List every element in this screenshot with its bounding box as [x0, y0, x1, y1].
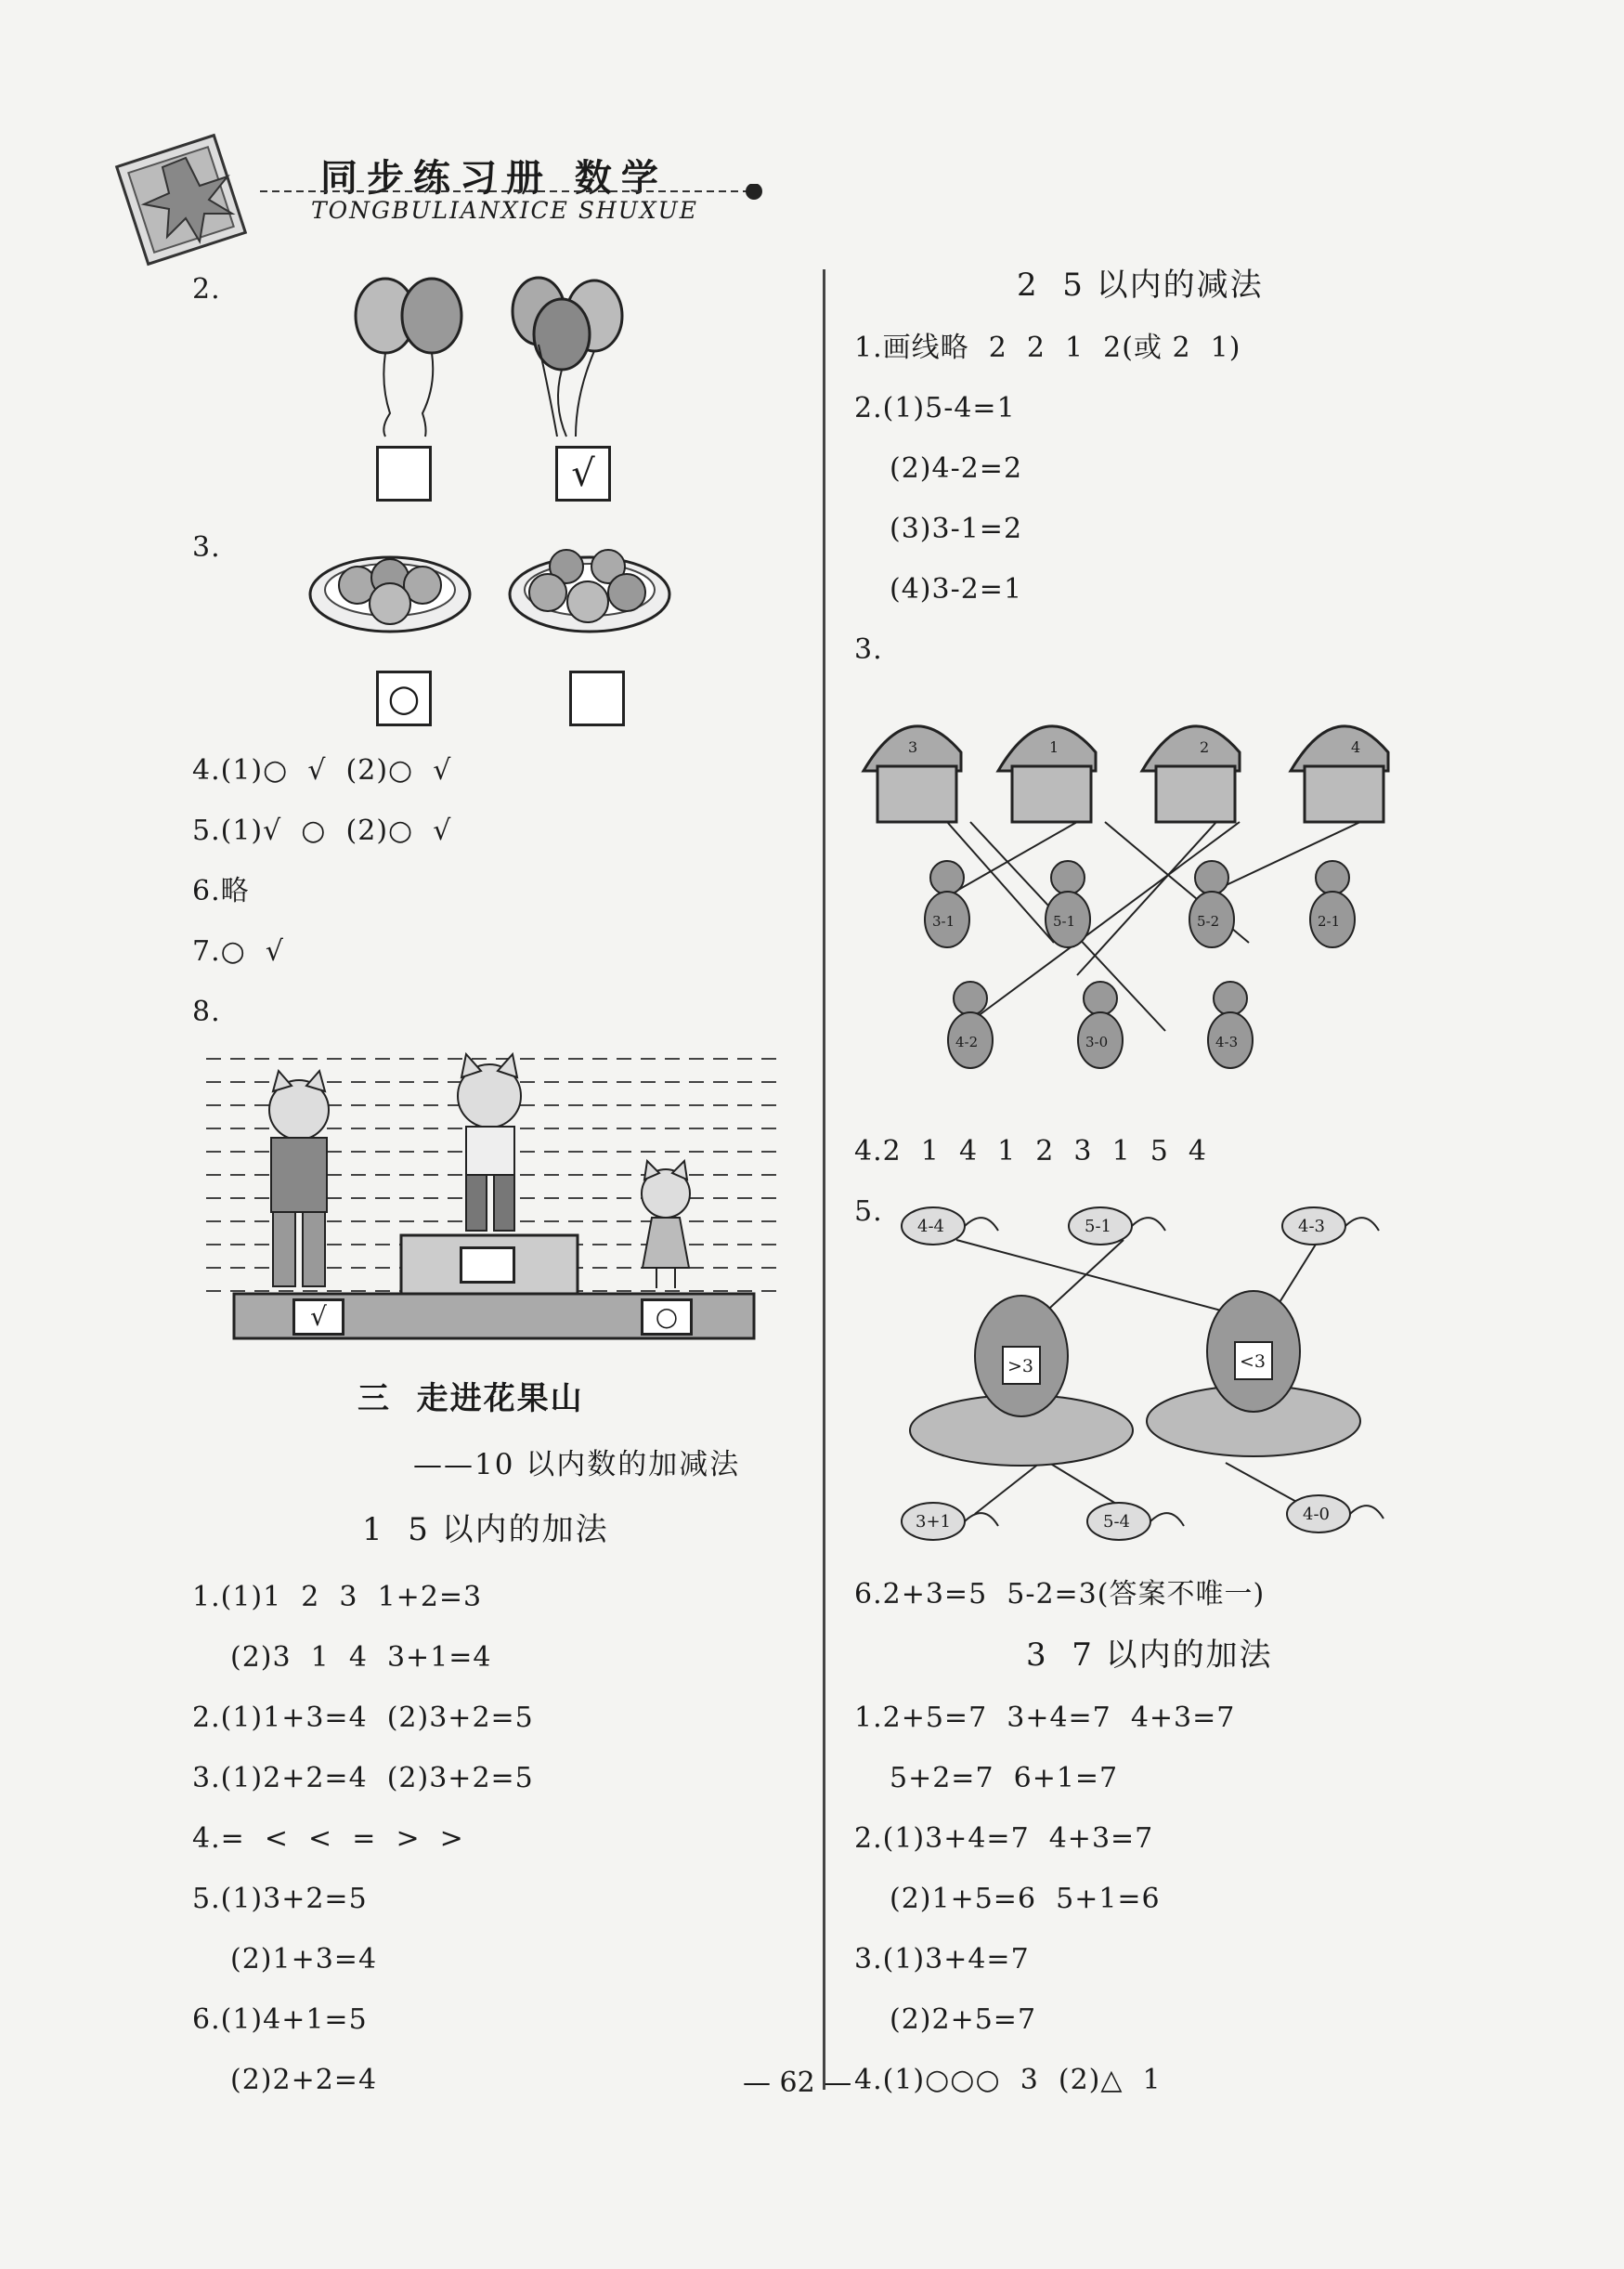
house-label-1: 3	[908, 738, 918, 756]
q2-answer-box-1	[376, 446, 432, 502]
tadpole-label-5: 5-4	[1103, 1512, 1130, 1532]
q3-answer-box-2	[569, 671, 625, 726]
frog-sign-left: >3	[1007, 1356, 1034, 1376]
bear-label-3: 5-2	[1197, 913, 1220, 930]
s1-line-3: 2.(1)1+3=4 (2)3+2=5	[192, 1702, 534, 1734]
tadpole-label-6: 4-0	[1303, 1505, 1330, 1524]
leaf-logo-icon	[111, 121, 279, 269]
s2-line-1: 1.画线略 2 2 1 2(或 2 1)	[854, 332, 1241, 364]
chapter-subtitle: ——10 以内数的加减法	[413, 1448, 741, 1481]
house-label-3: 2	[1200, 738, 1210, 756]
s3-line-4: (2)1+5=6 5+1=6	[890, 1883, 1161, 1915]
balloons-two-illustration	[344, 274, 474, 441]
column-divider	[823, 269, 825, 2090]
chapter-title: 三 走进花果山	[357, 1380, 584, 1417]
s2-q5-number: 5.	[854, 1195, 883, 1228]
s2-q4-line: 4.2 1 4 1 2 3 1 5 4	[854, 1135, 1207, 1167]
section1-title: 1 5 以内的加法	[362, 1511, 609, 1548]
s2-line-5: (4)3-2=1	[890, 573, 1023, 606]
s1-line-6: 5.(1)3+2=5	[192, 1883, 368, 1915]
house-label-4: 4	[1351, 738, 1361, 756]
s3-line-5: 3.(1)3+4=7	[854, 1943, 1030, 1976]
s1-line-7: (2)1+3=4	[230, 1943, 378, 1976]
q6-line: 6.略	[192, 875, 250, 907]
plate-of-apples-four-illustration	[306, 539, 474, 641]
bear-label-5: 4-2	[955, 1034, 979, 1050]
q2-number: 2.	[192, 273, 221, 306]
header-subtitle: TONGBULIANXICE SHUXUE	[311, 197, 698, 224]
header-rule	[260, 184, 780, 206]
balloons-three-illustration	[501, 274, 631, 441]
s3-line-7: 4.(1)○○○ 3 (2)△ 1	[854, 2064, 1162, 2096]
q8-answer-box-right: ○	[641, 1298, 693, 1336]
s1-line-4: 3.(1)2+2=4 (2)3+2=5	[192, 1762, 534, 1794]
s1-line-9: (2)2+2=4	[230, 2064, 378, 2096]
q7-line: 7.○ √	[192, 935, 284, 968]
s3-line-1: 1.2+5=7 3+4=7 4+3=7	[854, 1702, 1236, 1734]
section2-title: 2 5 以内的减法	[1017, 267, 1264, 304]
q8-answer-box-left: √	[292, 1298, 344, 1336]
q3-answer-box-1: ○	[376, 671, 432, 726]
tadpole-label-3: 4-3	[1298, 1217, 1325, 1236]
plate-of-apples-five-illustration	[506, 539, 673, 641]
tadpole-label-4: 3+1	[916, 1512, 951, 1532]
s3-line-2: 5+2=7 6+1=7	[890, 1762, 1119, 1794]
page-number: — 62 —	[743, 2067, 852, 2099]
tadpoles-frogs-matching-illustration	[891, 1198, 1411, 1560]
q5-line: 5.(1)√ ○ (2)○ √	[192, 815, 452, 847]
s2-line-2: 2.(1)5-4=1	[854, 392, 1016, 424]
s1-line-1: 1.(1)1 2 3 1+2=3	[192, 1581, 483, 1613]
bear-label-1: 3-1	[932, 913, 955, 930]
bear-label-2: 5-1	[1053, 913, 1076, 930]
podium-cats-illustration	[206, 1045, 782, 1342]
bear-label-4: 2-1	[1318, 913, 1341, 930]
bear-label-7: 4-3	[1215, 1034, 1239, 1050]
q2-answer-box-2: √	[555, 446, 611, 502]
frog-sign-right: <3	[1240, 1351, 1267, 1372]
s1-line-5: 4.= < < = > >	[192, 1822, 464, 1855]
header-title: 同步练习册 数学	[320, 156, 668, 200]
q8-answer-box-center	[460, 1246, 515, 1284]
house-label-2: 1	[1049, 738, 1059, 756]
tadpole-label-1: 4-4	[917, 1217, 944, 1236]
q3-number: 3.	[192, 531, 221, 564]
s2-q6-line: 6.2+3=5 5-2=3(答案不唯一)	[854, 1578, 1266, 1610]
s1-line-8: 6.(1)4+1=5	[192, 2003, 368, 2036]
houses-bears-matching-illustration	[859, 697, 1397, 1087]
q4-line: 4.(1)○ √ (2)○ √	[192, 754, 452, 787]
s3-line-6: (2)2+5=7	[890, 2003, 1037, 2036]
s1-line-2: (2)3 1 4 3+1=4	[230, 1641, 492, 1674]
s3-line-3: 2.(1)3+4=7 4+3=7	[854, 1822, 1154, 1855]
q8-number: 8.	[192, 996, 221, 1028]
tadpole-label-2: 5-1	[1085, 1217, 1111, 1236]
bear-label-6: 3-0	[1085, 1034, 1109, 1050]
section3-title: 3 7 以内的加法	[1026, 1637, 1273, 1674]
s2-line-4: (3)3-1=2	[890, 513, 1023, 545]
s2-line-3: (2)4-2=2	[890, 452, 1023, 485]
s2-line-6: 3.	[854, 633, 883, 666]
